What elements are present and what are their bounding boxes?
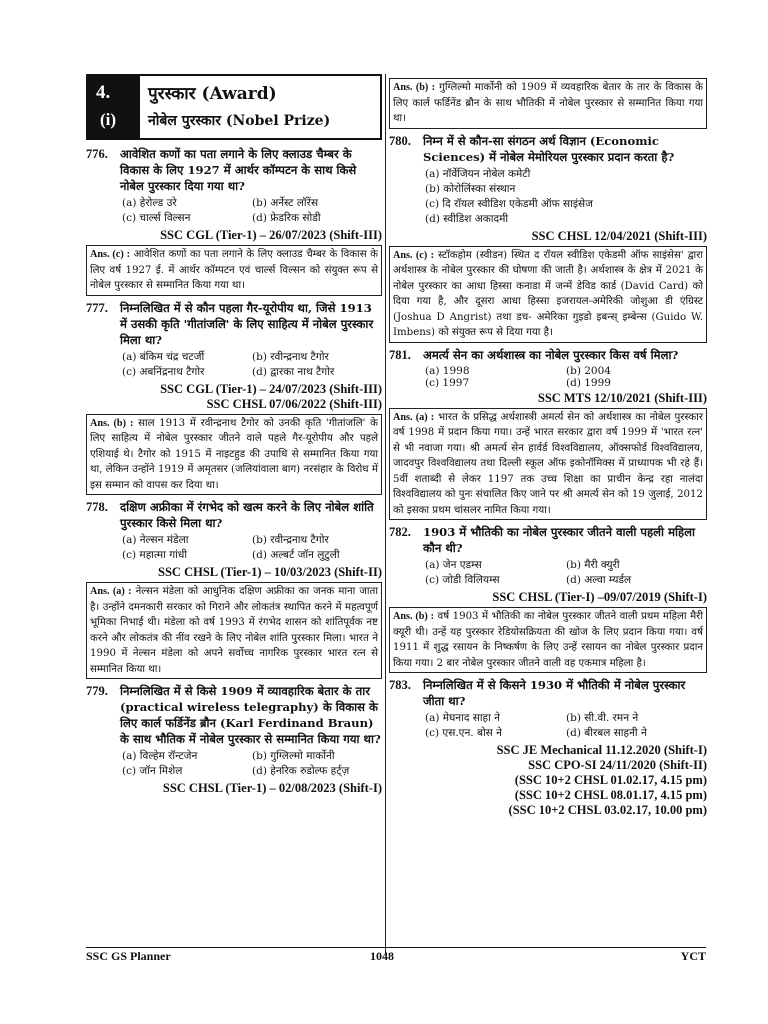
option: (b) रवीन्द्रनाथ टैगोर xyxy=(252,534,329,546)
question-number: 776. xyxy=(86,147,108,161)
question-text: आवेशित कणों का पता लगाने के लिए क्लाउड चैम्बर के विकास के लिए 1927 में आर्थर कॉम्पटन के साथ किसे नोबेल पुरस्कार दिया गया था? xyxy=(120,147,357,193)
question-783 xyxy=(389,677,707,709)
exam-reference: (SSC 10+2 CHSL 01.02.17, 4.15 pm) xyxy=(514,773,707,787)
options-782 xyxy=(425,558,707,588)
option: (b) सी.वी. रमन ने xyxy=(566,712,639,724)
question-781 xyxy=(389,347,707,363)
option: (c) 1997 xyxy=(425,376,470,389)
answer-box-777 xyxy=(86,414,382,496)
answer-label: Ans. (b) : xyxy=(90,417,134,429)
answer-text: वर्ष 1903 में भौतिकी का नोबेल पुरस्कार जीतने वाली प्रथम महिला मैरी क्यूरी थी। उन्हें यह पुरस्कार रेडियोसक्रियता की खोज के लिए प्रदान किया गया। वर्ष 1911 में शुद्ध रसायन के निष्कर्षण के लिए उन्हें रसायन का नोबेल पुरस्कार प्रदान किया गया। 2 बार नोबेल पुरस्कार जीतने वाली वह एकमात्र महिला है। xyxy=(393,611,703,669)
option: (c) एस.एन. बोस ने xyxy=(425,727,502,739)
question-776 xyxy=(86,146,382,194)
options-778 xyxy=(122,533,382,563)
exam-reference: SSC CHSL (Tier-I) –09/07/2019 (Shift-I) xyxy=(492,590,707,604)
column-divider xyxy=(385,74,386,954)
answer-text: साल 1913 में रवीन्द्रनाथ टैगोर को उनकी कृति 'गीतांजलि' के लिए साहित्य में नोबेल पुरस्कार जीतने वाले पहले गैर-यूरोपीय और पहले एशियाई थे। टैगोर को 1915 में नाइटहुड की उपाधि से सम्मानित किया गया था, लेकिन उन्होंने 1919 में अमृतसर (जलियांवाला बाग) नरसंहार के विरोध में इस सम्मान को वापस कर दिया था। xyxy=(90,417,378,491)
section-title: नोबेल पुरस्कार (Nobel Prize) xyxy=(148,113,331,129)
option: (a) हेरोल्ड उरे xyxy=(122,197,177,209)
question-text: अमर्त्य सेन का अर्थशास्त्र का नोबेल पुरस्कार किस वर्ष मिला? xyxy=(423,347,679,362)
exam-reference: SSC CGL (Tier-1) – 26/07/2023 (Shift-III) xyxy=(160,228,382,242)
answer-text: नेल्सन मंडेला को आधुनिक दक्षिण अफ्रीका का जनक माना जाता है। उन्होंने दमनकारी सरकार को गिराने और लोकतंत्र स्थापित करने में महत्वपूर्ण भूमिका निभाई थी। मंडेला को वर्ष 1993 में रंगभेद शासन को शांतिपूर्वक नष्ट करने और लोकतंत्र की नींव रखने के लिए नोबेल शांति पुरस्कार मिला। भारत ने 1990 में नेल्सन मंडेला को अपने सर्वोच्च नागरिक पुरस्कार भारत रत्न से सम्मानित किया था। xyxy=(90,586,378,675)
question-number: 780. xyxy=(389,133,411,148)
answer-label: Ans. (c) : xyxy=(393,249,434,261)
answer-label: Ans. (a) : xyxy=(393,411,435,423)
question-number: 782. xyxy=(389,525,411,539)
question-number: 777. xyxy=(86,300,108,315)
exam-reference: (SSC 10+2 CHSL 08.01.17, 4.15 pm) xyxy=(514,788,707,802)
footer-book-title: SSC GS Planner xyxy=(86,949,171,963)
exam-reference: SSC CPO-SI 24/11/2020 (Shift-II) xyxy=(528,758,707,772)
option: (d) द्वारका नाथ टैगोर xyxy=(252,365,335,378)
options-777 xyxy=(122,350,382,380)
right-column xyxy=(389,74,707,818)
options-783 xyxy=(425,711,707,741)
option: (c) दि रॉयल स्वीडिश एकेडमी ऑफ साइंसेज xyxy=(425,197,593,210)
section-number: (i) xyxy=(100,110,117,129)
question-number: 778. xyxy=(86,500,108,514)
question-text: 1903 में भौतिकी का नोबेल पुरस्कार जीतने वाली पहली महिला कौन थी? xyxy=(423,525,696,555)
question-779 xyxy=(86,683,382,747)
option: (b) अर्नेस्ट लॉरेंस xyxy=(252,197,319,209)
options-781 xyxy=(425,365,707,389)
question-777 xyxy=(86,300,382,348)
answer-text: गुग्लिल्मो मार्कोनी को 1909 में व्यवहारिक बेतार के तार के विकास के लिए कार्ल फर्डिनेंड ब्रौन के साथ भौतिकी में नोबेल पुरस्कार से सम्मानित किया गया था। xyxy=(393,82,703,124)
answer-box-776 xyxy=(86,245,382,296)
question-778 xyxy=(86,499,382,531)
question-780 xyxy=(389,133,707,165)
option: (a) विल्हेम रॉन्टजेन xyxy=(122,750,198,762)
options-780 xyxy=(425,167,707,227)
option: (c) अबनिंद्रनाथ टैगोर xyxy=(122,365,205,378)
option: (b) रवीन्द्रनाथ टैगोर xyxy=(252,350,329,363)
option: (d) अल्बर्ट जॉन लुटुली xyxy=(252,549,340,561)
option: (a) जेन एडम्स xyxy=(425,559,482,571)
answer-text: भारत के प्रसिद्ध अर्थशास्त्री अमर्त्य सेन को अर्थशास्त्र का नोबेल पुरस्कार वर्ष 1998 में प्रदान किया गया। उन्हें भारत सरकार द्वारा वर्ष 1999 में 'भारत रत्न' से भी नवाजा गया। श्री अमर्त्य सेन हार्वर्ड विश्वविद्यालय, ऑक्सफोर्ड विश्वविद्यालय, जादवपुर विश्वविद्यालय तथा दिल्ली स्कूल ऑफ इकोनॉमिक्स में प्राध्यापक भी रहे हैं। 5वीं शताब्दी से लेकर 1197 तक उच्च शिक्षा का प्राचीन केन्द्र रहा नालंदा विश्वविद्यालय को पुनः संचालित किए जाने पर श्री अमर्त्य सेन को 19 जुलाई, 2012 को इसका प्रथम चांसलर नामित किया गया। xyxy=(393,411,703,516)
option: (d) बीरबल साहनी ने xyxy=(566,727,647,739)
footer-publisher: YCT xyxy=(680,949,706,963)
question-text: दक्षिण अफ्रीका में रंगभेद को खत्म करने के लिए नोबेल शांति पुरस्कार किसे मिला था? xyxy=(120,500,374,530)
question-number: 781. xyxy=(389,347,411,362)
option: (a) मेघनाद साहा ने xyxy=(425,712,501,724)
option: (b) 2004 xyxy=(566,364,611,377)
question-text: निम्नलिखित में से किसने 1930 में भौतिकी में नोबेल पुरस्कार जीता था? xyxy=(423,678,686,708)
answer-box-780 xyxy=(389,246,707,343)
option: (a) 1998 xyxy=(425,364,470,377)
options-779 xyxy=(122,749,382,779)
question-number: 779. xyxy=(86,684,108,698)
exam-reference: SSC CGL (Tier-1) – 24/07/2023 (Shift-III) xyxy=(160,381,382,396)
page-number: 1048 xyxy=(370,949,394,963)
left-column xyxy=(86,74,382,796)
exam-reference: SSC MTS 12/10/2021 (Shift-III) xyxy=(537,390,707,405)
option: (d) हेनरिक रुडोल्फ हर्ट्ज़ xyxy=(252,765,350,777)
exam-reference: (SSC 10+2 CHSL 03.02.17, 10.00 pm) xyxy=(508,803,707,817)
option: (a) नॉर्वेजियन नोबेल कमेटी xyxy=(425,167,531,180)
exam-reference: SSC CHSL 12/04/2021 (Shift-III) xyxy=(531,228,707,243)
option: (d) फ्रेडरिक सोडी xyxy=(252,212,321,224)
answer-box-778 xyxy=(86,582,382,679)
answer-label: Ans. (b) : xyxy=(393,82,436,93)
question-text: निम्नलिखित में से किसे 1909 में व्यावहारिक बेतार के तार (practical wireless telegraphy) के विकास के लिए कार्ल फर्डिनेंड ब्रौन (Karl Ferdinand Braun) के साथ भौतिक में नोबेल पुरस्कार से सम्मानित किया गया था? xyxy=(120,684,381,746)
exam-reference: SSC CHSL 07/06/2022 (Shift-III) xyxy=(206,396,382,411)
question-text: निम्न में से कौन-सा संगठन अर्थ विज्ञान (Economic Sciences) में नोबेल मेमोरियल पुरस्कार प्रदान करता है? xyxy=(423,133,675,164)
option: (b) कोरोलिंस्का संस्थान xyxy=(425,182,516,195)
option: (c) जॉन मिशेल xyxy=(122,765,183,777)
option: (c) जोडी विलियम्स xyxy=(425,574,500,586)
exam-reference: SSC JE Mechanical 11.12.2020 (Shift-I) xyxy=(496,743,707,757)
answer-label: Ans. (b) : xyxy=(393,611,435,622)
answer-text: आवेशित कणों का पता लगाने के लिए क्लाउड चैम्बर के विकास के लिए वर्ष 1927 ई. में आर्थर कॉम्पटन एवं चार्ल्स विल्सन को संयुक्त रूप से नोबेल पुरस्कार से सम्मानित किया गया था। xyxy=(90,249,378,291)
option: (c) चार्ल्स विल्सन xyxy=(122,212,191,224)
chapter-title-box xyxy=(86,74,382,140)
option: (b) गुग्लिल्मो मार्कोनी xyxy=(252,750,335,762)
option: (d) 1999 xyxy=(566,376,611,389)
question-number: 783. xyxy=(389,678,411,692)
answer-box-779 xyxy=(389,78,707,129)
answer-text: स्टॉकहोम (स्वीडन) स्थित द रॉयल स्वीडिश एकेडमी ऑफ साइंसेस' द्वारा अर्थशास्त्र के नोबेल पुरस्कार की घोषणा की जाती है। अर्थशास्त्र के क्षेत्र में 2021 के नोबेल पुरस्कार का आधा हिस्सा कनाडा में जन्में डेविड कार्ड (David Card) को दिया गया है, और दूसरा आधा हिस्सा इजरायल-अमेरिकी जोशुआ डी एंग्रिस्ट (Joshua D Angrist) तथा डच- अमेरिका गुइडो इबन्स् इम्बेन्स (Guido W. Imbens) को संयुक्त रूप से दिया गया है। xyxy=(393,249,703,338)
answer-box-781 xyxy=(389,408,707,521)
chapter-title: पुरस्कार (Award) xyxy=(148,84,277,104)
answer-label: Ans. (a) : xyxy=(90,586,132,597)
options-776 xyxy=(122,196,382,226)
chapter-number-block xyxy=(88,76,140,138)
exam-reference: SSC CHSL (Tier-1) – 10/03/2023 (Shift-II) xyxy=(158,565,382,579)
option: (b) मैरी क्युरी xyxy=(566,559,620,571)
option: (d) स्वीडिश अकादमी xyxy=(425,212,509,225)
option: (c) महात्मा गांधी xyxy=(122,549,188,561)
question-text: निम्नलिखित में से कौन पहला गैर-यूरोपीय था, जिसे 1913 में उसकी कृति 'गीतांजलि' के लिए साहित्य में नोबेल पुरस्कार मिला था? xyxy=(120,300,374,347)
answer-label: Ans. (c) : xyxy=(90,249,130,260)
answer-box-782 xyxy=(389,607,707,673)
option: (d) अल्वा म्यर्डल xyxy=(566,574,632,586)
chapter-number: 4. xyxy=(96,82,111,103)
option: (a) बंकिम चंद्र चटर्जी xyxy=(122,350,205,363)
page-footer xyxy=(86,947,706,962)
exam-reference: SSC CHSL (Tier-1) – 02/08/2023 (Shift-I) xyxy=(162,781,382,795)
question-782 xyxy=(389,524,707,556)
option: (a) नेल्सन मंडेला xyxy=(122,534,189,546)
